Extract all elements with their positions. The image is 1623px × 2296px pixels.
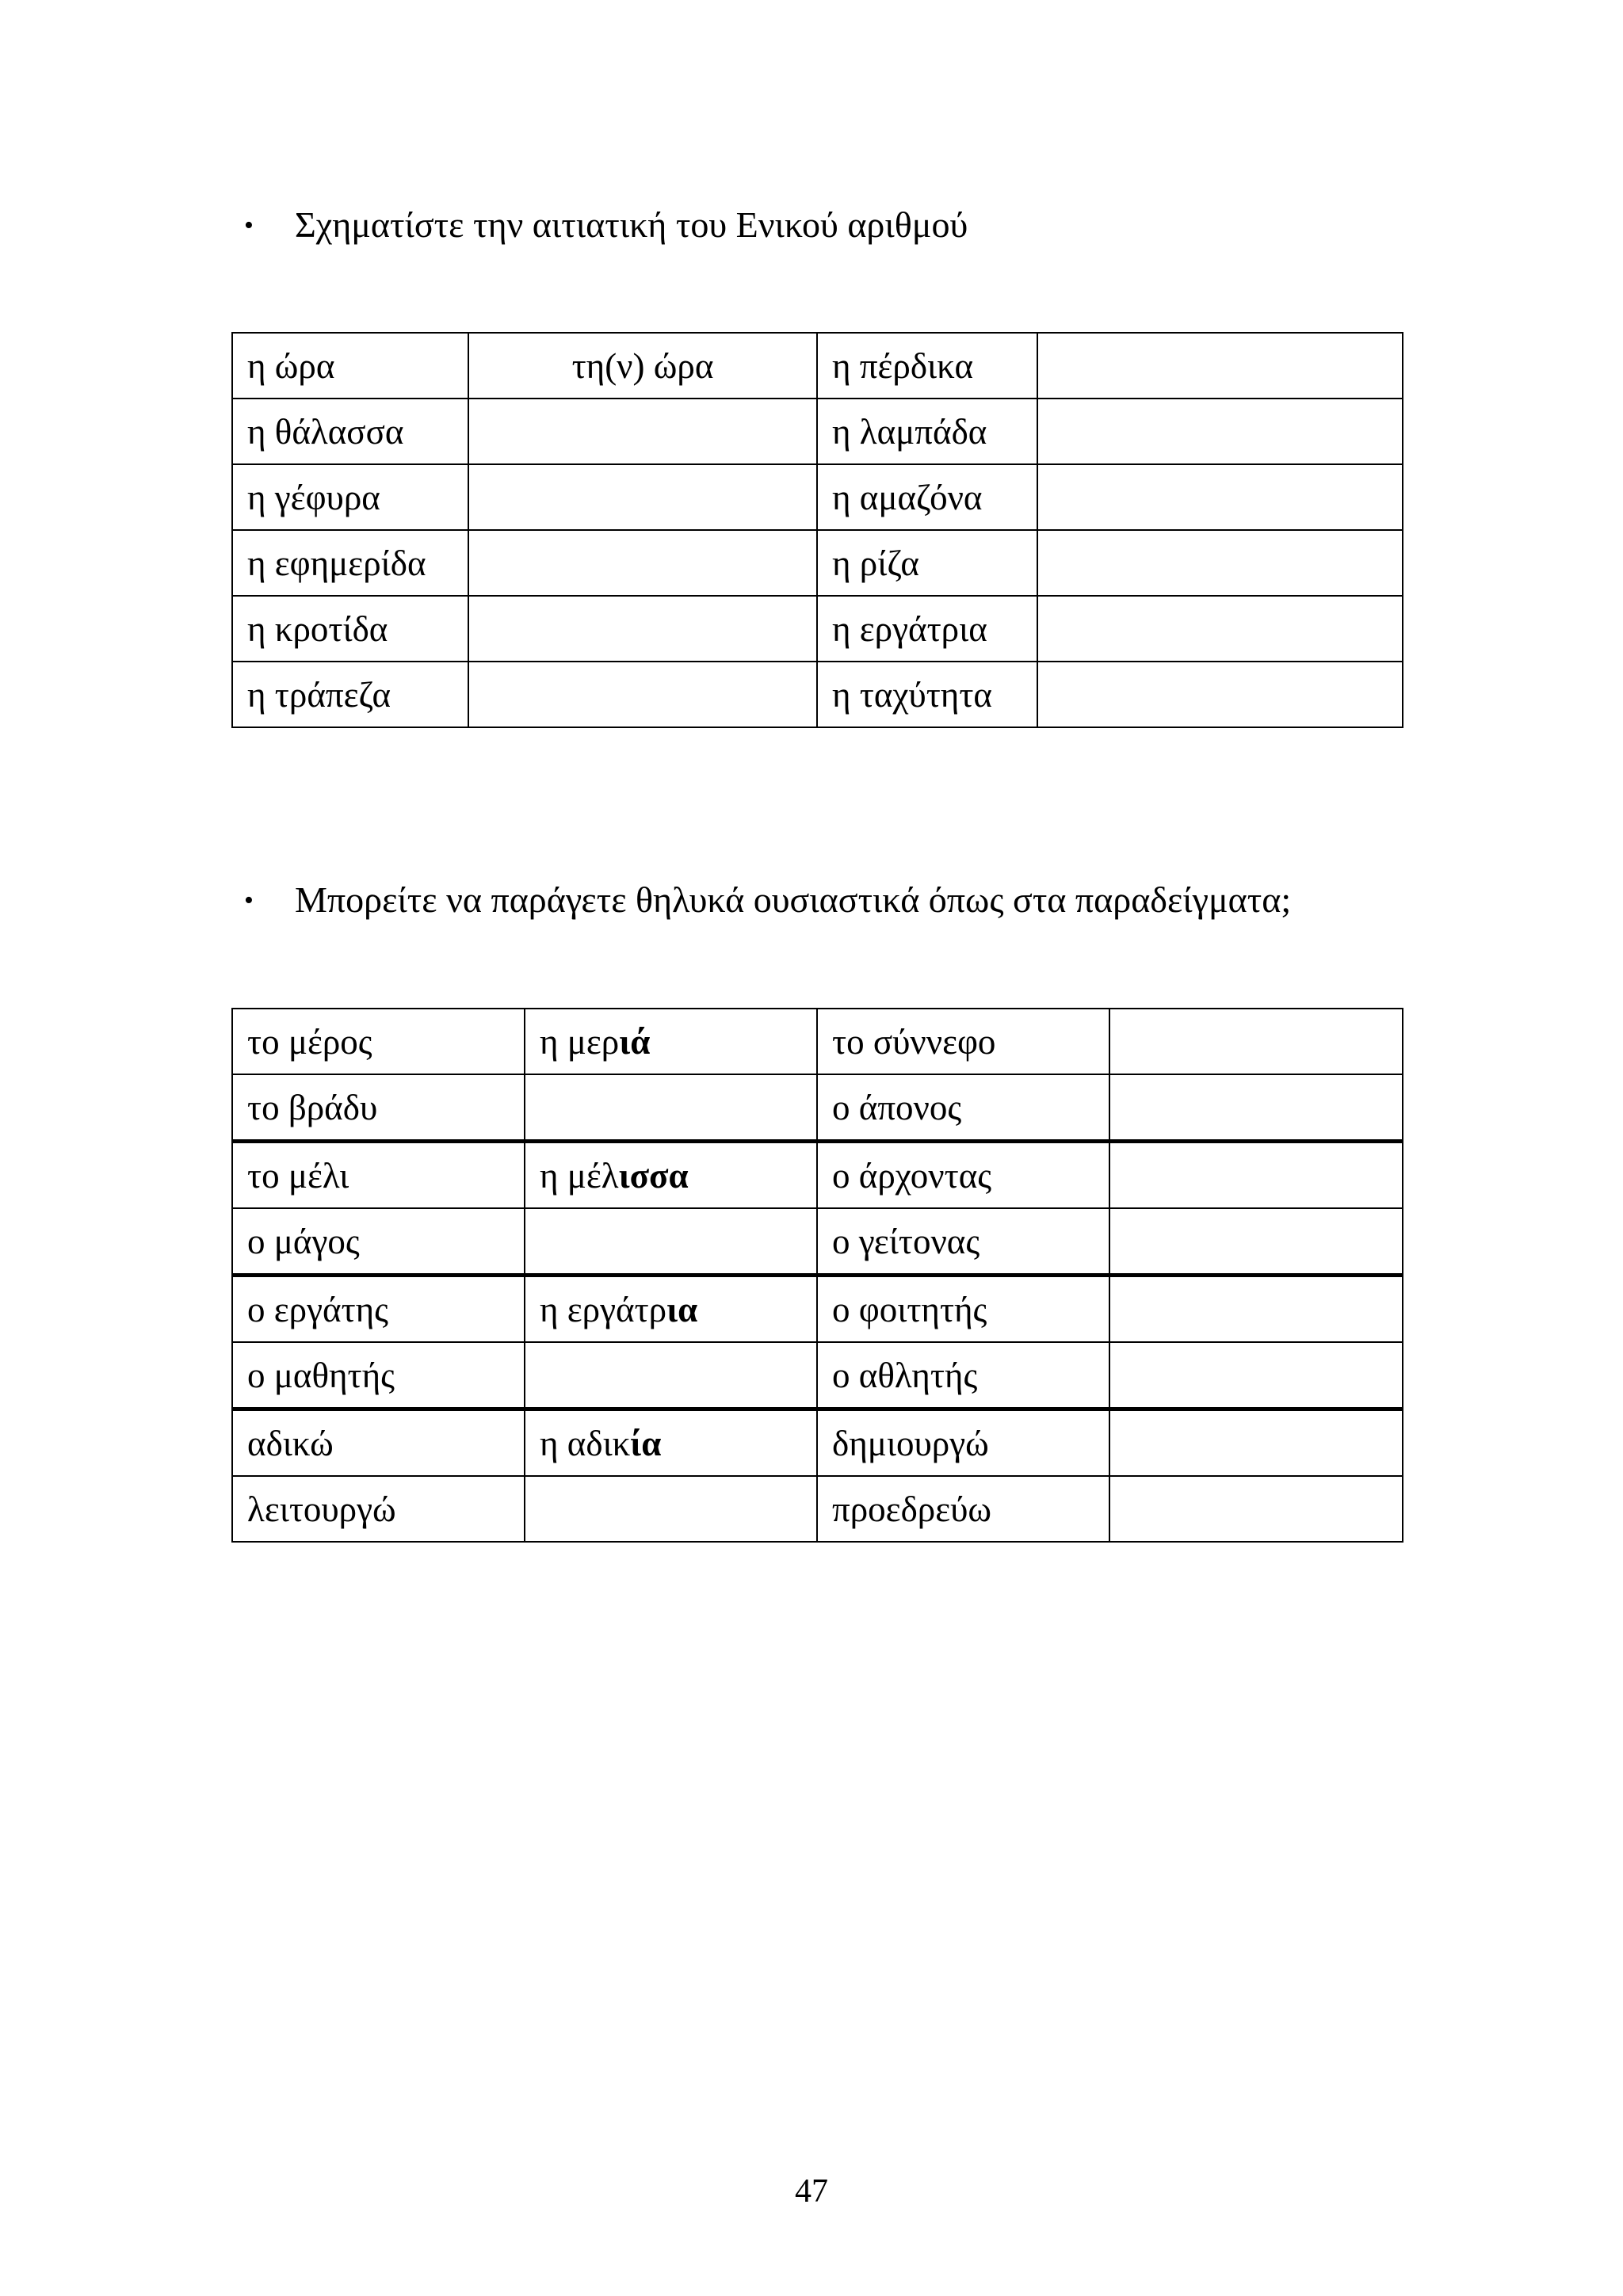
answer-cell[interactable] xyxy=(468,464,817,530)
table-cell: η αμαζόνα xyxy=(817,464,1037,530)
table-cell: η πέρδικα xyxy=(817,333,1037,399)
table-row xyxy=(232,333,1403,399)
table-cell: η κροτίδα xyxy=(232,596,468,662)
table-cell: η εφημερίδα xyxy=(232,530,468,596)
answer-cell[interactable] xyxy=(468,662,817,727)
suffix: ια xyxy=(666,1289,698,1329)
table-cell: αδικώ xyxy=(232,1409,525,1477)
example-answer-cell: η μέλισσα xyxy=(525,1142,817,1209)
table-row xyxy=(232,1208,1403,1276)
answer-cell[interactable] xyxy=(468,596,817,662)
table-cell: ο γείτονας xyxy=(817,1208,1109,1276)
example-answer-cell: τη(ν) ώρα xyxy=(468,333,817,399)
table-cell: η ώρα xyxy=(232,333,468,399)
table-cell: το μέλι xyxy=(232,1142,525,1209)
answer-cell[interactable] xyxy=(1109,1208,1403,1276)
answer-cell[interactable] xyxy=(1109,1476,1403,1542)
answer-cell[interactable] xyxy=(1109,1074,1403,1142)
table-cell: το βράδυ xyxy=(232,1074,525,1142)
bullet-icon: • xyxy=(244,886,254,915)
table-cell: η ταχύτητα xyxy=(817,662,1037,727)
table-row xyxy=(232,1074,1403,1142)
suffix: ιά xyxy=(619,1021,651,1062)
answer-cell[interactable] xyxy=(525,1074,817,1142)
accusative-table xyxy=(231,332,1403,728)
table-row xyxy=(232,530,1403,596)
table-cell: ο μαθητής xyxy=(232,1342,525,1409)
table-cell: ο εργάτης xyxy=(232,1276,525,1343)
table-cell: η λαμπάδα xyxy=(817,399,1037,464)
table-row xyxy=(232,1009,1403,1074)
table-cell: το σύννεφο xyxy=(817,1009,1109,1074)
example-answer-cell: η εργάτρια xyxy=(525,1276,817,1343)
suffix: ία xyxy=(630,1423,662,1463)
table-row xyxy=(232,399,1403,464)
answer-cell[interactable] xyxy=(468,399,817,464)
table-row xyxy=(232,1276,1403,1343)
table-cell: προεδρεύω xyxy=(817,1476,1109,1542)
table-row xyxy=(232,1142,1403,1209)
table-cell: δημιουργώ xyxy=(817,1409,1109,1477)
instruction-feminine-nouns xyxy=(244,876,1291,925)
answer-cell[interactable] xyxy=(1037,530,1403,596)
instruction-accusative xyxy=(244,201,968,250)
table-row xyxy=(232,1476,1403,1542)
answer-cell[interactable] xyxy=(1109,1409,1403,1477)
answer-cell[interactable] xyxy=(1037,333,1403,399)
table-cell: ο άπονος xyxy=(817,1074,1109,1142)
answer-cell[interactable] xyxy=(525,1208,817,1276)
answer-cell[interactable] xyxy=(1037,399,1403,464)
table-cell: η εργάτρια xyxy=(817,596,1037,662)
answer-cell[interactable] xyxy=(1109,1009,1403,1074)
table-cell: ο αθλητής xyxy=(817,1342,1109,1409)
example-answer-cell: η μεριά xyxy=(525,1009,817,1074)
table-row xyxy=(232,1409,1403,1477)
answer-cell[interactable] xyxy=(1037,464,1403,530)
table-cell: η θάλασσα xyxy=(232,399,468,464)
table-cell: η τράπεζα xyxy=(232,662,468,727)
answer-cell[interactable] xyxy=(468,530,817,596)
answer-cell[interactable] xyxy=(525,1476,817,1542)
answer-cell[interactable] xyxy=(1037,662,1403,727)
instruction-text: Μπορείτε να παράγετε θηλυκά ουσιαστικά όπως στα παραδείγματα; xyxy=(295,879,1292,920)
page-number: 47 xyxy=(795,2173,828,2210)
table-row xyxy=(232,464,1403,530)
example-answer-cell: η αδικία xyxy=(525,1409,817,1477)
answer-cell[interactable] xyxy=(1109,1342,1403,1409)
answer-cell[interactable] xyxy=(1109,1142,1403,1209)
table-cell: ο φοιτητής xyxy=(817,1276,1109,1343)
answer-cell[interactable] xyxy=(1037,596,1403,662)
bullet-icon: • xyxy=(244,211,254,240)
table-cell: το μέρος xyxy=(232,1009,525,1074)
table-cell: ο μάγος xyxy=(232,1208,525,1276)
table-row xyxy=(232,596,1403,662)
table-row xyxy=(232,662,1403,727)
instruction-text: Σχηματίστε την αιτιατική του Ενικού αριθμού xyxy=(295,204,968,245)
table-cell: ο άρχοντας xyxy=(817,1142,1109,1209)
answer-cell[interactable] xyxy=(1109,1276,1403,1343)
answer-cell[interactable] xyxy=(525,1342,817,1409)
table-cell: η γέφυρα xyxy=(232,464,468,530)
table-row xyxy=(232,1342,1403,1409)
feminine-nouns-table xyxy=(231,1008,1403,1543)
suffix: ισσα xyxy=(618,1155,689,1196)
table-cell: η ρίζα xyxy=(817,530,1037,596)
table-cell: λειτουργώ xyxy=(232,1476,525,1542)
